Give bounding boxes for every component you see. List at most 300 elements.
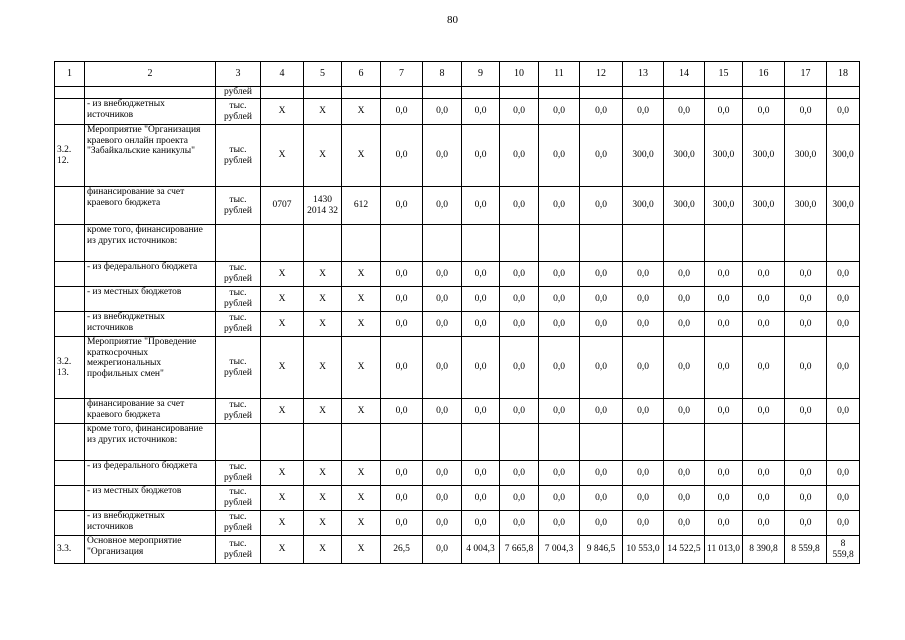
value-cell <box>827 225 860 262</box>
value-cell: 0,0 <box>423 262 462 287</box>
value-cell: 0,0 <box>623 511 664 536</box>
value-cell: 8 390,8 <box>743 536 785 564</box>
value-cell: 0,0 <box>623 337 664 399</box>
value-cell: 0,0 <box>827 511 860 536</box>
column-number-cell: 3 <box>216 62 261 87</box>
unit-cell <box>216 424 261 461</box>
unit-cell: тыс. рублей <box>216 262 261 287</box>
value-cell: 0,0 <box>500 99 539 125</box>
item-name-cell: - из федерального бюджета <box>85 262 216 287</box>
value-cell: 0,0 <box>381 125 423 187</box>
budget-code-cell <box>261 225 304 262</box>
value-cell: 0,0 <box>743 99 785 125</box>
value-cell: 0,0 <box>827 461 860 486</box>
value-cell: 0,0 <box>743 461 785 486</box>
budget-code-cell <box>342 225 381 262</box>
value-cell: 0,0 <box>785 486 827 511</box>
value-cell <box>539 424 580 461</box>
budget-code-cell: Х <box>261 125 304 187</box>
budget-code-cell: 1430 2014 32 <box>304 187 342 225</box>
item-number-cell <box>55 424 85 461</box>
value-cell: 0,0 <box>500 287 539 312</box>
value-cell: 0,0 <box>500 461 539 486</box>
value-cell: 0,0 <box>743 399 785 424</box>
value-cell: 0,0 <box>539 399 580 424</box>
budget-code-cell: Х <box>342 461 381 486</box>
value-cell <box>580 424 623 461</box>
unit-cell: тыс. рублей <box>216 312 261 337</box>
value-cell: 0,0 <box>743 262 785 287</box>
column-number-cell: 18 <box>827 62 860 87</box>
table-row <box>55 337 860 399</box>
value-cell <box>664 424 705 461</box>
item-number-cell <box>55 461 85 486</box>
item-number-cell <box>55 399 85 424</box>
table-row <box>55 536 860 564</box>
value-cell: 0,0 <box>705 99 743 125</box>
item-name-cell: - из местных бюджетов <box>85 486 216 511</box>
value-cell: 0,0 <box>743 337 785 399</box>
unit-cell <box>216 225 261 262</box>
value-cell: 0,0 <box>785 99 827 125</box>
table-row <box>55 511 860 536</box>
value-cell: 0,0 <box>539 287 580 312</box>
value-cell: 0,0 <box>664 399 705 424</box>
budget-code-cell <box>304 225 342 262</box>
value-cell: 0,0 <box>500 125 539 187</box>
item-number-cell <box>55 262 85 287</box>
value-cell: 300,0 <box>827 125 860 187</box>
table-row <box>55 99 860 125</box>
budget-code-cell: Х <box>261 511 304 536</box>
value-cell <box>539 225 580 262</box>
value-cell: 0,0 <box>785 337 827 399</box>
value-cell <box>423 424 462 461</box>
value-cell: 0,0 <box>462 187 500 225</box>
value-cell <box>539 87 580 99</box>
value-cell: 0,0 <box>580 262 623 287</box>
unit-cell: тыс. рублей <box>216 511 261 536</box>
value-cell: 0,0 <box>423 337 462 399</box>
column-number-cell: 12 <box>580 62 623 87</box>
value-cell: 0,0 <box>705 262 743 287</box>
value-cell: 0,0 <box>664 287 705 312</box>
value-cell: 0,0 <box>381 337 423 399</box>
value-cell: 0,0 <box>539 312 580 337</box>
value-cell <box>623 87 664 99</box>
budget-code-cell: Х <box>342 536 381 564</box>
unit-cell: тыс. рублей <box>216 99 261 125</box>
column-number-cell: 5 <box>304 62 342 87</box>
budget-code-cell: Х <box>342 511 381 536</box>
value-cell: 0,0 <box>381 312 423 337</box>
value-cell: 0,0 <box>827 486 860 511</box>
value-cell: 0,0 <box>462 511 500 536</box>
value-cell: 9 846,5 <box>580 536 623 564</box>
item-name-cell: Мероприятие "Организация краевого онлайн проекта "Забайкальские каникулы" <box>85 125 216 187</box>
value-cell: 0,0 <box>381 461 423 486</box>
value-cell <box>381 424 423 461</box>
value-cell: 0,0 <box>423 99 462 125</box>
column-number-cell: 7 <box>381 62 423 87</box>
value-cell: 300,0 <box>705 187 743 225</box>
table-row <box>55 187 860 225</box>
budget-code-cell: Х <box>261 337 304 399</box>
value-cell: 0,0 <box>423 187 462 225</box>
value-cell: 0,0 <box>500 337 539 399</box>
column-number-cell: 13 <box>623 62 664 87</box>
value-cell: 0,0 <box>827 99 860 125</box>
value-cell: 0,0 <box>381 99 423 125</box>
value-cell: 0,0 <box>539 337 580 399</box>
value-cell: 300,0 <box>664 187 705 225</box>
value-cell: 7 665,8 <box>500 536 539 564</box>
value-cell <box>462 225 500 262</box>
budget-code-cell: Х <box>304 99 342 125</box>
value-cell: 300,0 <box>664 125 705 187</box>
value-cell: 0,0 <box>462 125 500 187</box>
table-row <box>55 461 860 486</box>
value-cell: 0,0 <box>664 486 705 511</box>
value-cell: 0,0 <box>705 337 743 399</box>
value-cell: 0,0 <box>423 287 462 312</box>
item-number-cell: 3.2. 13. <box>55 337 85 399</box>
value-cell <box>623 424 664 461</box>
value-cell: 0,0 <box>785 511 827 536</box>
value-cell: 0,0 <box>580 461 623 486</box>
item-number-cell <box>55 99 85 125</box>
budget-code-cell: Х <box>342 99 381 125</box>
column-number-cell: 9 <box>462 62 500 87</box>
value-cell: 0,0 <box>664 312 705 337</box>
unit-cell: тыс. рублей <box>216 125 261 187</box>
item-name-cell: - из внебюджетных источников <box>85 312 216 337</box>
unit-cell: тыс. рублей <box>216 399 261 424</box>
value-cell <box>664 87 705 99</box>
value-cell: 0,0 <box>827 262 860 287</box>
value-cell: 300,0 <box>705 125 743 187</box>
value-cell: 0,0 <box>539 187 580 225</box>
budget-code-cell: 612 <box>342 187 381 225</box>
value-cell: 0,0 <box>500 486 539 511</box>
table-row <box>55 262 860 287</box>
value-cell: 0,0 <box>664 511 705 536</box>
value-cell: 0,0 <box>462 399 500 424</box>
value-cell <box>423 87 462 99</box>
value-cell: 0,0 <box>705 511 743 536</box>
budget-code-cell: Х <box>261 486 304 511</box>
value-cell: 0,0 <box>623 262 664 287</box>
table-row <box>55 125 860 187</box>
column-number-cell: 2 <box>85 62 216 87</box>
budget-code-cell <box>261 424 304 461</box>
value-cell: 0,0 <box>423 125 462 187</box>
item-name-cell: - из федерального бюджета <box>85 461 216 486</box>
budget-code-cell: Х <box>342 486 381 511</box>
table-row <box>55 486 860 511</box>
value-cell: 0,0 <box>500 312 539 337</box>
value-cell: 0,0 <box>705 312 743 337</box>
budget-code-cell: Х <box>261 536 304 564</box>
value-cell: 0,0 <box>623 312 664 337</box>
budget-table <box>54 61 860 564</box>
value-cell: 0,0 <box>580 99 623 125</box>
value-cell: 0,0 <box>580 287 623 312</box>
value-cell: 0,0 <box>827 399 860 424</box>
value-cell: 300,0 <box>785 187 827 225</box>
budget-code-cell <box>261 87 304 99</box>
column-number-cell: 11 <box>539 62 580 87</box>
item-name-cell: кроме того, финансирование из других источников: <box>85 424 216 461</box>
budget-code-cell: Х <box>304 262 342 287</box>
table-body <box>55 62 860 564</box>
value-cell: 0,0 <box>423 312 462 337</box>
value-cell: 0,0 <box>580 337 623 399</box>
value-cell <box>705 424 743 461</box>
value-cell <box>705 87 743 99</box>
budget-code-cell: Х <box>304 312 342 337</box>
budget-code-cell: Х <box>342 312 381 337</box>
value-cell: 0,0 <box>664 262 705 287</box>
value-cell: 0,0 <box>623 287 664 312</box>
budget-code-cell: Х <box>261 399 304 424</box>
value-cell: 4 004,3 <box>462 536 500 564</box>
budget-code-cell <box>304 87 342 99</box>
value-cell: 0,0 <box>462 262 500 287</box>
column-number-cell: 6 <box>342 62 381 87</box>
value-cell <box>705 225 743 262</box>
value-cell: 0,0 <box>539 262 580 287</box>
item-name-cell: финансирование за счет краевого бюджета <box>85 399 216 424</box>
value-cell: 0,0 <box>623 486 664 511</box>
item-number-cell <box>55 225 85 262</box>
value-cell: 0,0 <box>785 312 827 337</box>
value-cell: 0,0 <box>462 461 500 486</box>
budget-code-cell: Х <box>342 262 381 287</box>
value-cell: 0,0 <box>623 461 664 486</box>
table-row <box>55 287 860 312</box>
value-cell: 0,0 <box>381 511 423 536</box>
column-number-cell: 8 <box>423 62 462 87</box>
value-cell: 300,0 <box>623 125 664 187</box>
budget-code-cell: Х <box>261 262 304 287</box>
item-number-cell <box>55 187 85 225</box>
unit-cell: рублей <box>216 87 261 99</box>
budget-code-cell: Х <box>342 125 381 187</box>
value-cell: 0,0 <box>743 312 785 337</box>
budget-code-cell: 0707 <box>261 187 304 225</box>
value-cell: 0,0 <box>705 399 743 424</box>
value-cell <box>381 225 423 262</box>
item-number-cell <box>55 312 85 337</box>
value-cell: 14 522,5 <box>664 536 705 564</box>
budget-code-cell: Х <box>304 287 342 312</box>
budget-code-cell: Х <box>261 461 304 486</box>
value-cell: 300,0 <box>785 125 827 187</box>
value-cell: 0,0 <box>381 187 423 225</box>
value-cell: 0,0 <box>423 461 462 486</box>
item-number-cell <box>55 87 85 99</box>
budget-code-cell: Х <box>304 399 342 424</box>
value-cell <box>462 424 500 461</box>
unit-cell: тыс. рублей <box>216 461 261 486</box>
item-number-cell <box>55 287 85 312</box>
value-cell: 0,0 <box>462 337 500 399</box>
value-cell: 0,0 <box>623 399 664 424</box>
page-number: 80 <box>447 14 458 26</box>
value-cell: 0,0 <box>664 461 705 486</box>
value-cell <box>785 225 827 262</box>
value-cell: 300,0 <box>743 187 785 225</box>
value-cell: 0,0 <box>500 511 539 536</box>
table-row <box>55 424 860 461</box>
value-cell: 7 004,3 <box>539 536 580 564</box>
unit-cell: тыс. рублей <box>216 187 261 225</box>
value-cell: 0,0 <box>623 99 664 125</box>
value-cell <box>827 424 860 461</box>
value-cell: 0,0 <box>539 461 580 486</box>
value-cell <box>500 424 539 461</box>
budget-code-cell: Х <box>342 337 381 399</box>
value-cell: 26,5 <box>381 536 423 564</box>
value-cell: 0,0 <box>743 511 785 536</box>
item-name-cell: - из внебюджетных источников <box>85 99 216 125</box>
value-cell: 0,0 <box>827 287 860 312</box>
value-cell: 10 553,0 <box>623 536 664 564</box>
value-cell: 0,0 <box>743 287 785 312</box>
budget-code-cell: Х <box>261 99 304 125</box>
value-cell <box>743 87 785 99</box>
value-cell: 0,0 <box>664 337 705 399</box>
item-number-cell: 3.3. <box>55 536 85 564</box>
budget-code-cell: Х <box>261 312 304 337</box>
value-cell: 0,0 <box>500 399 539 424</box>
value-cell: 0,0 <box>580 125 623 187</box>
budget-code-cell: Х <box>342 287 381 312</box>
value-cell: 0,0 <box>381 399 423 424</box>
budget-code-cell: Х <box>304 511 342 536</box>
budget-code-cell: Х <box>304 337 342 399</box>
budget-code-cell: Х <box>342 399 381 424</box>
value-cell: 0,0 <box>705 287 743 312</box>
value-cell <box>381 87 423 99</box>
budget-code-cell <box>342 87 381 99</box>
value-cell: 0,0 <box>423 511 462 536</box>
value-cell: 0,0 <box>785 262 827 287</box>
value-cell: 300,0 <box>827 187 860 225</box>
budget-code-cell <box>342 424 381 461</box>
value-cell: 11 013,0 <box>705 536 743 564</box>
table-row <box>55 312 860 337</box>
value-cell: 0,0 <box>664 99 705 125</box>
item-name-cell: кроме того, финансирование из других источников: <box>85 225 216 262</box>
value-cell: 0,0 <box>785 461 827 486</box>
value-cell: 0,0 <box>580 399 623 424</box>
value-cell: 0,0 <box>462 486 500 511</box>
value-cell: 0,0 <box>539 125 580 187</box>
budget-code-cell: Х <box>304 461 342 486</box>
value-cell: 0,0 <box>462 99 500 125</box>
unit-cell: тыс. рублей <box>216 536 261 564</box>
value-cell <box>827 87 860 99</box>
column-number-cell: 4 <box>261 62 304 87</box>
value-cell <box>423 225 462 262</box>
budget-code-cell: Х <box>304 536 342 564</box>
table-row <box>55 399 860 424</box>
value-cell: 0,0 <box>423 486 462 511</box>
item-name-cell <box>85 87 216 99</box>
value-cell <box>664 225 705 262</box>
unit-cell: тыс. рублей <box>216 287 261 312</box>
value-cell: 0,0 <box>500 262 539 287</box>
unit-cell: тыс. рублей <box>216 486 261 511</box>
column-number-cell: 1 <box>55 62 85 87</box>
budget-code-cell: Х <box>304 125 342 187</box>
column-number-cell: 16 <box>743 62 785 87</box>
value-cell: 0,0 <box>423 536 462 564</box>
item-number-cell <box>55 511 85 536</box>
column-number-cell: 10 <box>500 62 539 87</box>
value-cell: 0,0 <box>539 511 580 536</box>
column-number-row <box>55 62 860 87</box>
value-cell: 0,0 <box>785 287 827 312</box>
item-name-cell: Мероприятие "Проведение краткосрочных межрегиональных профильных смен" <box>85 337 216 399</box>
budget-code-cell: Х <box>304 486 342 511</box>
value-cell <box>623 225 664 262</box>
value-cell <box>785 424 827 461</box>
value-cell <box>580 225 623 262</box>
value-cell: 0,0 <box>827 337 860 399</box>
value-cell: 8 559,8 <box>785 536 827 564</box>
unit-cell: тыс. рублей <box>216 337 261 399</box>
value-cell: 0,0 <box>705 461 743 486</box>
value-cell: 0,0 <box>827 312 860 337</box>
item-name-cell: - из внебюджетных источников <box>85 511 216 536</box>
value-cell <box>500 87 539 99</box>
value-cell <box>500 225 539 262</box>
value-cell: 0,0 <box>381 486 423 511</box>
column-number-cell: 14 <box>664 62 705 87</box>
column-number-cell: 17 <box>785 62 827 87</box>
value-cell: 0,0 <box>381 287 423 312</box>
value-cell: 0,0 <box>580 486 623 511</box>
value-cell: 0,0 <box>539 486 580 511</box>
value-cell: 0,0 <box>462 287 500 312</box>
budget-code-cell: Х <box>261 287 304 312</box>
value-cell: 0,0 <box>539 99 580 125</box>
value-cell: 0,0 <box>580 312 623 337</box>
value-cell: 0,0 <box>381 262 423 287</box>
item-number-cell <box>55 486 85 511</box>
value-cell <box>743 225 785 262</box>
value-cell: 0,0 <box>705 486 743 511</box>
value-cell: 8 559,8 <box>827 536 860 564</box>
value-cell: 0,0 <box>785 399 827 424</box>
value-cell <box>743 424 785 461</box>
item-number-cell: 3.2. 12. <box>55 125 85 187</box>
value-cell: 0,0 <box>423 399 462 424</box>
value-cell <box>462 87 500 99</box>
item-name-cell: финансирование за счет краевого бюджета <box>85 187 216 225</box>
value-cell: 0,0 <box>580 511 623 536</box>
item-name-cell: - из местных бюджетов <box>85 287 216 312</box>
value-cell: 0,0 <box>580 187 623 225</box>
table-row <box>55 87 860 99</box>
value-cell <box>580 87 623 99</box>
column-number-cell: 15 <box>705 62 743 87</box>
value-cell: 300,0 <box>623 187 664 225</box>
budget-code-cell <box>304 424 342 461</box>
